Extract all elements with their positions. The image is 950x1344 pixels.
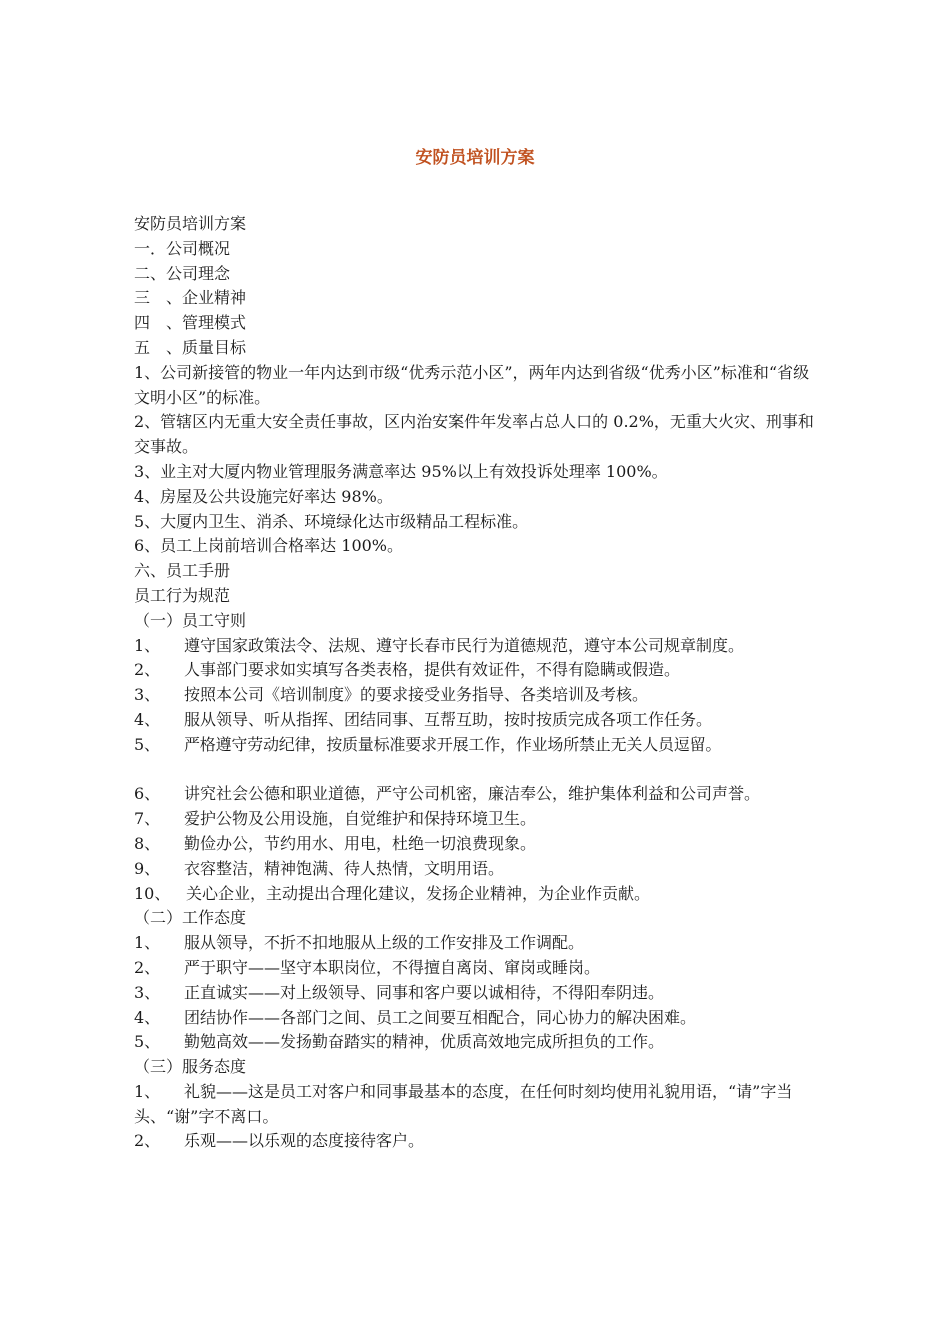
- list-item: [134, 832, 824, 857]
- quality-goal: 4、房屋及公共设施完好率达 98%。: [134, 486, 393, 506]
- section-heading: 四 、管理模式: [134, 313, 247, 333]
- list-number: 4、: [134, 1007, 161, 1027]
- list-text: 服从领导、听从指挥、团结同事、互帮互助，按时按质完成各项工作任务。: [184, 709, 713, 729]
- section-heading: 三 、企业精神: [134, 288, 247, 308]
- list-text: 勤勉高效——发扬勤奋踏实的精神，优质高效地完成所担负的工作。: [184, 1032, 665, 1052]
- list-number: 1、: [134, 933, 161, 953]
- list-text: 服从领导，不折不扣地服从上级的工作安排及工作调配。: [184, 933, 585, 953]
- list-item: [134, 1006, 824, 1031]
- list-number: 3、: [134, 982, 161, 1002]
- subsection-heading: （一）员工守则: [134, 610, 247, 630]
- subsection-heading: （二）工作态度: [134, 908, 247, 928]
- list-item: [134, 1030, 824, 1055]
- list-item: [134, 931, 824, 956]
- list-text: 爱护公物及公用设施，自觉维护和保持环境卫生。: [184, 809, 537, 829]
- quality-goal: 1、公司新接管的物业一年内达到市级“优秀示范小区”，两年内达到省级“优秀小区”标准和“省级文明小区”的标准。: [134, 362, 810, 407]
- list-item: [134, 733, 824, 758]
- list-text: 人事部门要求如实填写各类表格，提供有效证件，不得有隐瞒或假造。: [184, 660, 681, 680]
- document-body: [134, 212, 824, 1154]
- quality-goal: 3、业主对大厦内物业管理服务满意率达 95%以上有效投诉处理率 100%。: [134, 461, 668, 481]
- list-item: [134, 857, 824, 882]
- list-number: 2、: [134, 957, 161, 977]
- list-item: [134, 708, 824, 733]
- list-number: 1、: [134, 1081, 161, 1101]
- section-heading: 六、员工手册: [134, 561, 231, 581]
- list-text: 遵守国家政策法令、法规、遵守长春市民行为道德规范，遵守本公司规章制度。: [184, 635, 745, 655]
- list-text: 团结协作——各部门之间、员工之间要互相配合，同心协力的解决困难。: [184, 1007, 697, 1027]
- quality-goal: 6、员工上岗前培训合格率达 100%。: [134, 536, 404, 556]
- list-item: [134, 634, 824, 659]
- list-item: [134, 981, 824, 1006]
- list-number: 9、: [134, 858, 161, 878]
- list-number: 3、: [134, 685, 161, 705]
- list-number: 7、: [134, 809, 161, 829]
- list-number: 5、: [134, 734, 160, 754]
- subsection-heading: （三）服务态度: [134, 1057, 247, 1077]
- list-item: [134, 956, 824, 981]
- list-text: 严格遵守劳动纪律，按质量标准要求开展工作，作业场所禁止无关人员逗留。: [184, 734, 722, 754]
- document-title: 安防员培训方案: [415, 148, 535, 168]
- list-item: [134, 658, 824, 683]
- list-text: 礼貌——这是员工对客户和同事最基本的态度，在任何时刻均使用礼貌用语，“请”字当头、“谢”字不离口。: [134, 1081, 793, 1126]
- section-heading: 二、公司理念: [134, 263, 231, 283]
- list-number: 1、: [134, 635, 161, 655]
- list-item: [134, 807, 824, 832]
- list-number: 10、: [134, 883, 171, 903]
- list-text: 关心企业，主动提出合理化建议，发扬企业精神，为企业作贡献。: [186, 883, 651, 903]
- list-text: 正直诚实——对上级领导、同事和客户要以诚相待，不得阳奉阴违。: [184, 982, 665, 1002]
- list-item: [134, 882, 824, 907]
- blank-line: [134, 758, 824, 783]
- list-text: 勤俭办公，节约用水、用电，杜绝一切浪费现象。: [184, 833, 537, 853]
- list-number: 2、: [134, 660, 161, 680]
- list-text: 按照本公司《培训制度》的要求接受业务指导、各类培训及考核。: [184, 685, 649, 705]
- list-number: 5、: [134, 1032, 161, 1052]
- list-text: 乐观——以乐观的态度接待客户。: [184, 1131, 425, 1151]
- list-item: [134, 683, 824, 708]
- subsection-heading: 员工行为规范: [134, 585, 231, 605]
- list-number: 2、: [134, 1131, 161, 1151]
- list-number: 8、: [134, 833, 161, 853]
- list-text: 讲究社会公德和职业道德，严守公司机密，廉洁奉公，维护集体利益和公司声誉。: [184, 784, 761, 804]
- list-item: [134, 1129, 824, 1154]
- list-number: 4、: [134, 709, 161, 729]
- section-heading: 一．公司概况: [134, 238, 231, 258]
- list-number: 6、: [134, 784, 161, 804]
- quality-goal: 2、管辖区内无重大安全责任事故，区内治安案件年发率占总人口的 0.2%，无重大火灾、刑事和交事故。: [134, 412, 814, 457]
- section-heading: 五 、质量目标: [134, 337, 247, 357]
- list-text: 衣容整洁，精神饱满、待人热情，文明用语。: [184, 858, 505, 878]
- list-text: 严于职守——坚守本职岗位，不得擅自离岗、窜岗或睡岗。: [184, 957, 601, 977]
- quality-goal: 5、大厦内卫生、消杀、环境绿化达市级精品工程标准。: [134, 511, 529, 531]
- list-item: [134, 1080, 824, 1130]
- list-item: [134, 782, 824, 807]
- subtitle: 安防员培训方案: [134, 214, 247, 233]
